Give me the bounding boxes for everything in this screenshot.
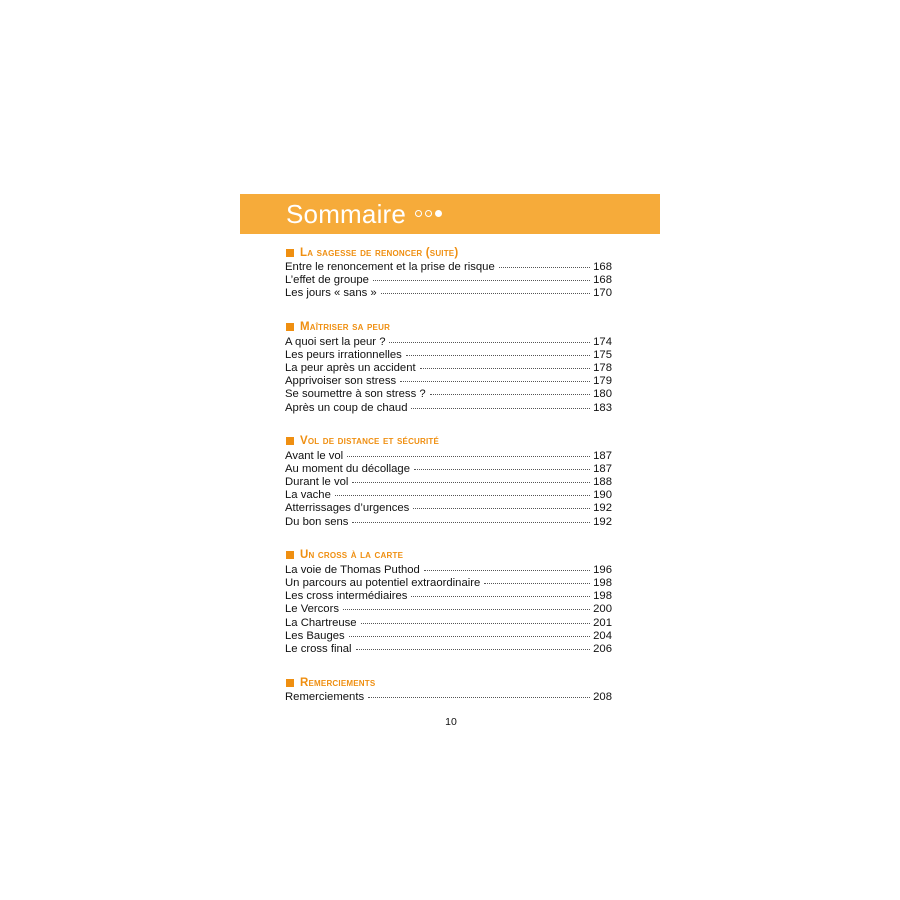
toc-entry [285, 476, 612, 489]
entry-title: Les cross intermédiaires [285, 590, 408, 603]
toc-section [285, 548, 612, 656]
dot-leader [499, 267, 590, 268]
dot-leader [343, 609, 590, 610]
entry-title: La voie de Thomas Puthod [285, 563, 420, 576]
entry-page-number: 174 [593, 335, 612, 348]
toc-entry [285, 349, 612, 362]
dot-leader [420, 368, 591, 369]
circle-filled-icon [435, 210, 442, 217]
toc-entry [285, 516, 612, 529]
entry-page-number: 200 [593, 603, 612, 616]
entry-title: Les Bauges [285, 629, 345, 642]
toc-entry [285, 590, 612, 603]
square-bullet-icon [286, 679, 294, 687]
section-heading-text: Maîtriser sa peur [300, 321, 391, 334]
section-heading-text: Un cross à la carte [300, 549, 404, 562]
entry-title: Les peurs irrationnelles [285, 348, 402, 361]
entry-page-number: 196 [593, 563, 612, 576]
entry-title: Le Vercors [285, 603, 340, 616]
entry-page-number: 187 [593, 462, 612, 475]
toc-entry [285, 388, 612, 401]
entry-page-number: 192 [593, 502, 612, 515]
dot-leader [414, 469, 590, 470]
entry-page-number: 201 [593, 616, 612, 629]
toc-entry [285, 336, 612, 349]
toc-section [285, 434, 612, 529]
entry-title: Du bon sens [285, 515, 349, 528]
toc-entry [285, 463, 612, 476]
toc-section [285, 675, 612, 704]
dot-leader [368, 697, 590, 698]
entry-title: Remerciements [285, 691, 365, 704]
entry-title: La Chartreuse [285, 616, 357, 629]
toc-entry [285, 502, 612, 515]
section-heading [285, 245, 612, 260]
entry-title: Durant le vol [285, 476, 349, 489]
dot-leader [400, 381, 590, 382]
toc-section [285, 245, 612, 301]
dot-leader [352, 482, 590, 483]
entry-title: L’effet de groupe [285, 274, 369, 287]
entry-page-number: 204 [593, 629, 612, 642]
entry-title: Après un coup de chaud [285, 401, 408, 414]
section-heading [285, 434, 612, 449]
entry-page-number: 198 [593, 590, 612, 603]
toc-entry [285, 577, 612, 590]
page-title: Sommaire [286, 199, 407, 229]
toc-entry [285, 274, 612, 287]
circle-outline-icon [415, 210, 422, 217]
page-number: 10 [445, 716, 457, 728]
entry-title: La peur après un accident [285, 361, 416, 374]
toc-entry [285, 630, 612, 643]
entry-title: La vache [285, 489, 331, 502]
entry-page-number: 168 [593, 274, 612, 287]
square-bullet-icon [286, 551, 294, 559]
section-heading [285, 320, 612, 335]
dot-leader [347, 456, 590, 457]
entry-page-number: 206 [593, 642, 612, 655]
toc-entry [285, 564, 612, 577]
decorative-dots [415, 210, 442, 217]
section-spacer [285, 529, 612, 548]
toc-entry [285, 261, 612, 274]
toc-entry [285, 450, 612, 463]
dot-leader [381, 293, 590, 294]
dot-leader [349, 636, 590, 637]
entry-title: Au moment du décollage [285, 462, 410, 475]
entry-page-number: 198 [593, 577, 612, 589]
entry-page-number: 178 [593, 361, 612, 374]
entry-title: A quoi sert la peur ? [285, 335, 386, 348]
entry-title: Les jours « sans » [285, 287, 377, 300]
header-band [240, 194, 660, 234]
entry-title: Entre le renoncement et la prise de risque [285, 261, 495, 273]
entry-title: Se soumettre à son stress ? [285, 388, 426, 401]
dot-leader [406, 355, 590, 356]
toc-entry [285, 362, 612, 375]
toc-entry [285, 402, 612, 415]
toc-entry [285, 489, 612, 502]
circle-outline-icon [425, 210, 432, 217]
toc-section [285, 320, 612, 415]
section-heading [285, 675, 612, 690]
toc-entry [285, 643, 612, 656]
section-heading [285, 548, 612, 563]
dot-leader [389, 342, 590, 343]
toc-entry [285, 287, 612, 300]
dot-leader [352, 522, 590, 523]
entry-title: Apprivoiser son stress [285, 375, 397, 388]
toc-entry [285, 617, 612, 630]
entry-title: Un parcours au potentiel extraordinaire [285, 577, 481, 589]
entry-page-number: 190 [593, 489, 612, 502]
toc-entry [285, 691, 612, 704]
entry-page-number: 208 [593, 691, 612, 704]
table-of-contents [285, 245, 612, 704]
dot-leader [356, 649, 591, 650]
entry-title: Le cross final [285, 642, 352, 655]
entry-page-number: 183 [593, 401, 612, 414]
dot-leader [411, 408, 590, 409]
dot-leader [413, 508, 590, 509]
dot-leader [430, 394, 590, 395]
entry-title: Avant le vol [285, 449, 344, 462]
toc-entry [285, 375, 612, 388]
section-spacer [285, 301, 612, 320]
square-bullet-icon [286, 323, 294, 331]
entry-page-number: 179 [593, 375, 612, 388]
entry-page-number: 180 [593, 388, 612, 401]
dot-leader [361, 623, 591, 624]
square-bullet-icon [286, 249, 294, 257]
section-heading-text: La sagesse de renoncer (suite) [300, 246, 459, 259]
square-bullet-icon [286, 437, 294, 445]
dot-leader [335, 495, 590, 496]
dot-leader [424, 570, 590, 571]
entry-title: Atterrissages d’urgences [285, 502, 410, 515]
entry-page-number: 170 [593, 287, 612, 300]
section-spacer [285, 656, 612, 675]
section-heading-text: Vol de distance et sécurité [300, 435, 440, 448]
dot-leader [411, 596, 590, 597]
entry-page-number: 168 [593, 261, 612, 273]
toc-entry [285, 603, 612, 616]
entry-page-number: 175 [593, 348, 612, 361]
dot-leader [484, 583, 590, 584]
entry-page-number: 188 [593, 476, 612, 489]
section-heading-text: Remerciements [300, 676, 376, 689]
entry-page-number: 187 [593, 449, 612, 462]
entry-page-number: 192 [593, 515, 612, 528]
section-spacer [285, 415, 612, 434]
dot-leader [373, 280, 590, 281]
